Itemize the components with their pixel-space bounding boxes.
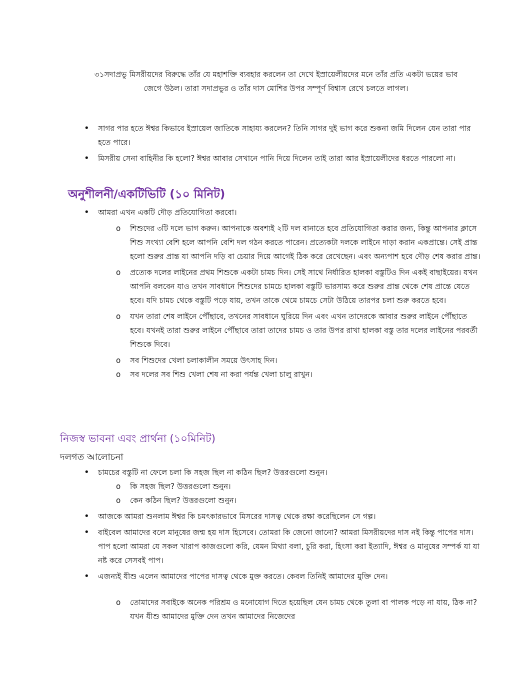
list-item: • বাইবেল আমাদের বলে মানুষের জন্ম হয় দাস হিসেবে। তোমরা কি জেনো জানো? আমরা মিসরীয়দের দাস নই কিন্তু পাপের দাস। পাপ হলো আমরা যে সকল খারাপ কাজগুলো করি, যেমন মিথ্যা বলা, চুরি করা, হিংসা করা ইত্যাদি, ঈশ্বর ও মানুষের সম্পর্ক যা যা নষ্ট করে সেসবই পাপ। — [98, 526, 480, 568]
top-bullet-list — [98, 122, 480, 166]
list-item: o শিশুদের ৩টি দলে ভাগ করুন। আপনাকে অবশ্যই ২টি দল বানাতে হবে প্রতিযোগিতা করার জন্য, কিন্তু আপনার ক্লাসে শিশু সংখ্যা বেশি হলে আপনি বেশি দল গঠন করতে পারেন। প্রত্যেকটা দলকে লাইনে দাড়া করান একপ্রান্তে। সেই প্রান্ত হলো শুরুর প্রান্ত যা আপনি দড়ি বা চেয়ার দিয়ে আগেই ঠিক করে রেখেছেন। এবং অন্যপাশ হবে দৌড় শেষ করার প্রান্ত। — [130, 222, 482, 264]
list-item: o তোমাদের সবাইকে অনেক পরিশ্রম ও মনোযোগ দিতে হয়েছিল যেন চামচ থেকে তুলা বা পালক পড়ে না যায়, ঠিক না? যখন যীশু আমাদের মুক্তি দেন তখন আমাদের নিজেদের — [130, 596, 482, 624]
activity-heading: অনুশীলনী/একটিভিটি (১০ মিনিট) — [68, 187, 226, 201]
discussion-sub-list — [130, 480, 482, 508]
list-item: o সব দলের সব শিশু খেলা শেষ না করা পর্যন্ত খেলা চালু রাখুন। — [130, 368, 482, 382]
list-item: o কেন কঠিন ছিল? উত্তরগুলো শুনুন। — [130, 494, 482, 508]
discussion-list — [98, 466, 480, 480]
last-sub-list — [130, 596, 482, 624]
group-discussion-label: দলগত আলোচনা — [60, 453, 124, 463]
list-item: o যখন তারা শেষ লাইনে পৌঁছাবে, তখনের সাবধানে ঘুরিয়ে দিন এবং এখন তাদেরকে আবার শুরুর লাইনে পৌঁছাতে হবে। যখনই তারা শুরুর লাইনে পৌঁছাবে তারা তাদের চামচ ও তার উপর রাখা হালকা বস্তু তার দলের লাইনের পরবর্তী শিশুকে দিবে। — [130, 310, 482, 352]
list-item: • চামচের বস্তুটি না ফেলে চলা কি সহজ ছিল না কঠিন ছিল? উত্তরগুলো শুনুন। — [98, 466, 480, 480]
activity-list — [98, 206, 480, 220]
list-item: • এজন্যই যীশু এলেন আমাদের পাপের দাসত্ব থেকে মুক্ত করতে। কেবল তিনিই আমাদের মুক্তি দেন। — [98, 570, 480, 584]
activity-steps — [130, 222, 482, 382]
list-item: • আজকে আমরা শুনলাম ঈশ্বর কি চমৎকারভাবে মিসরের দাসত্ব থেকে রক্ষা করেছিলেন সে গল্প। — [98, 510, 480, 524]
list-item: • সাগর পার হতে ঈশ্বর কিভাবে ইস্রায়েল জাতিকে সাহায্য করলেন? তিনি সাগর দুই ভাগ করে শুকনা জমি দিলেন যেন তারা পার হতে পারে। — [98, 122, 480, 150]
intro-paragraph: ৩১সদাপ্রভু মিসরীয়দের বিরুদ্ধে তাঁর যে মহাশক্তি ব্যবহার করলেন তা দেখে ইস্রায়েলীয়দের মনে তাঁর প্রতি একটা ভয়ের ভাব জেগে উঠল। তারা সদাপ্রভুর ও তাঁর দাস মোশির উপর সম্পূর্ণ বিশ্বাস রেখে চলতে লাগল। — [94, 70, 458, 93]
list-item: • মিসরীয় সেনা বাহিনীর কি হলো? ঈশ্বর আবার সেখানে পানি দিয়ে দিলেন তাই তারা আর ইস্রায়েলীদের ধরতে পারলো না। — [98, 152, 480, 166]
reflection-heading: নিজস্ব ভাবনা এবং প্রার্থনা (১০মিনিট) — [60, 433, 216, 445]
list-item: o কি সহজ ছিল? উত্তরগুলো শুনুন। — [130, 480, 482, 494]
list-item: • আমরা এখন একটি দৌড় প্রতিযোগিতা করবো। — [98, 206, 480, 220]
list-item: o প্রত্যেক দলের লাইনের প্রথম শিশুকে একটা চামচ দিন। সেই সাথে নির্ধারিত হালকা বস্তুটিও দিন একই বাছাইয়ের। যখন আপনি বলবেন যাও তখন সাবধানে শিশুদের চামচে হালকা বস্তুটি ভারসাম্য করে শুরুর প্রান্ত থেকে শেষ প্রান্তে যেতে হবে। যদি চামচ থেকে বস্তুটি পড়ে যায়, তখন তাকে থেমে চামচে সেটা উঠিয়ে তারপর চলা শুরু করতে হবে। — [130, 266, 482, 308]
list-item: o সব শিশুদের খেলা চলাকালীন সময়ে উৎসাহ দিন। — [130, 354, 482, 368]
discussion-list-rest — [98, 510, 480, 584]
